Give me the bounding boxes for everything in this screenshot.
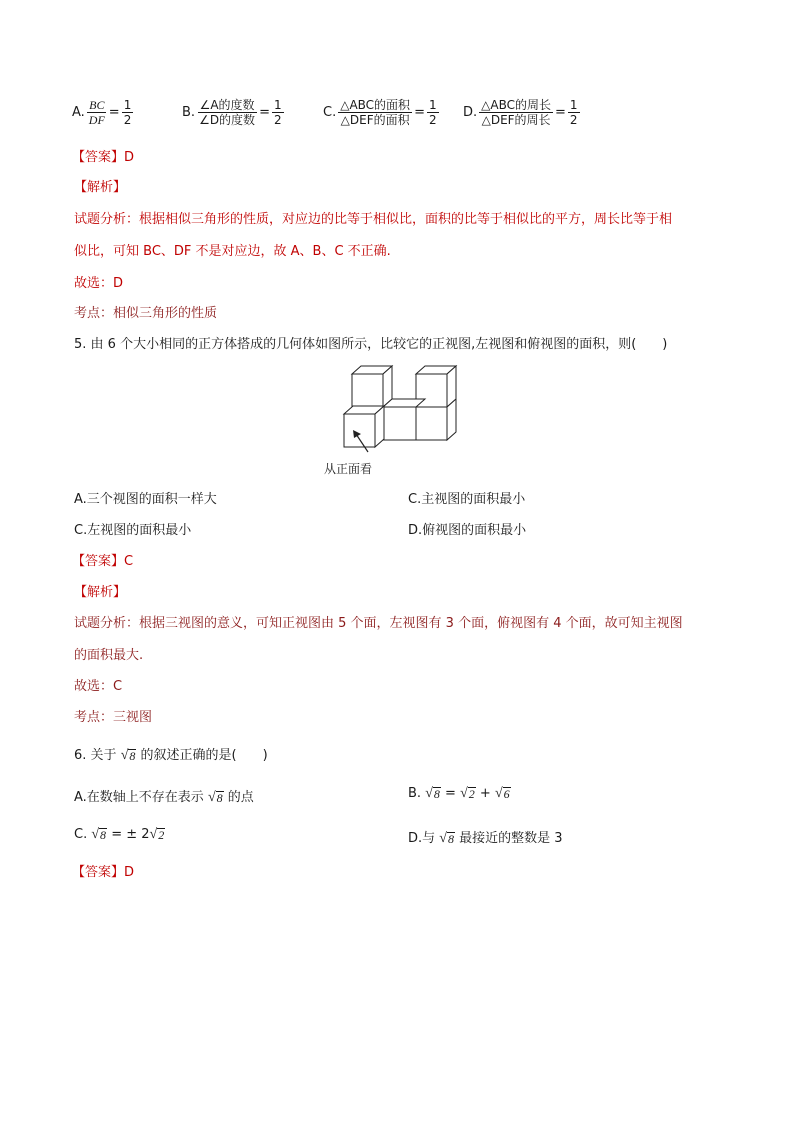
q4-answer: 【答案】D — [72, 150, 135, 165]
q5-option-a: A.三个视图的面积一样大 — [74, 492, 217, 507]
q5-stem: 5. 由 6 个大小相同的正方体搭成的几何体如图所示，比较它的正视图,左视图和俯视图的面积，则( ) — [74, 337, 668, 352]
q4-option-b: B. $\frac{\text{∠A的度数}}{\text{∠D的度数}}$ = $\frac{1}{2}$ — [182, 98, 282, 127]
q5-option-d: D.俯视图的面积最小 — [408, 523, 527, 538]
q5-answer: 【答案】C — [72, 554, 134, 569]
q6-answer: 【答案】D — [72, 865, 135, 880]
q5-analysis-line2: 的面积最大. — [74, 648, 144, 663]
q6-option-c: C. √ 8 = ± 2 √ 2 — [74, 827, 165, 842]
fraction: $\frac{BC}{DF}$ — [88, 98, 105, 127]
q5-analysis-line1: 试题分析：根据三视图的意义，可知正视图由 5 个面，左视图有 3 个面，俯视图有 4 个面，故可知主视图 — [74, 616, 683, 631]
q5-choose: 故选：C — [74, 679, 123, 694]
q4-analysis-line2: 似比，可知 BC、DF 不是对应边，故 A、B、C 不正确. — [74, 244, 391, 259]
figure-caption: 从正面看 — [324, 462, 373, 476]
q4-analysis-line1: 试题分析：根据相似三角形的性质，对应边的比等于相似比，面积的比等于相似比的平方，周长比等于相 — [74, 212, 673, 227]
q4-choose: 故选：D — [74, 276, 124, 291]
sqrt-8: √ 8 — [120, 748, 136, 763]
q5-option-c: C.左视图的面积最小 — [74, 523, 192, 538]
q5-analysis-tag: 【解析】 — [74, 585, 127, 600]
q4-option-d: D. $\frac{\text{△ABC的周长}}{\text{△DEF的周长}}$ = $\frac{1}{2}$ — [463, 98, 578, 127]
q6-option-b: B. √ 8 = √ 2 + √ 6 — [408, 786, 510, 801]
q5-point: 考点：三视图 — [74, 710, 153, 725]
q5-option-b: C.主视图的面积最小 — [408, 492, 526, 507]
q4-option-c: C. $\frac{\text{△ABC的面积}}{\text{△DEF的面积}}$ = $\frac{1}{2}$ — [323, 98, 437, 127]
q4-point: 考点：相似三角形的性质 — [74, 306, 218, 321]
q6-option-d: D.与 √ 8 最接近的整数是 3 — [408, 831, 563, 846]
q6-stem: 6. 关于 √ 8 的叙述正确的是( ) — [74, 748, 268, 763]
q5-figure — [320, 362, 470, 482]
q4-option-a: A. $\frac{BC}{DF}$ = $\frac{1}{2}$ — [72, 98, 132, 127]
q6-option-a: A.在数轴上不存在表示 √ 8 的点 — [74, 790, 254, 805]
q4-analysis-tag: 【解析】 — [74, 180, 127, 195]
